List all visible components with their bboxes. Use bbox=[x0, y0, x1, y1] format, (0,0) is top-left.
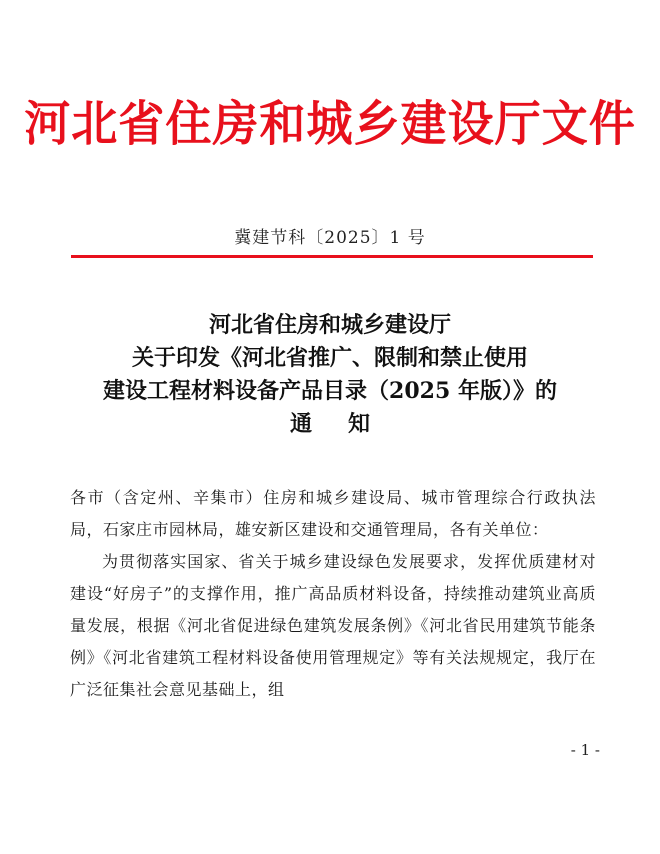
page-number: - 1 - bbox=[570, 741, 600, 759]
document-number: 冀建节科〔2025〕1 号 bbox=[234, 228, 426, 248]
red-divider-line bbox=[71, 255, 593, 258]
body-paragraph-1: 为贯彻落实国家、省关于城乡建设绿色发展要求，发挥优质建材对建设“好房子”的支撑作用，推广高品质材料设备，持续推动建筑业高质量发展，根据《河北省促进绿色建筑发展条例》《河北省民用建筑节能条例》《河北省建筑工程材料设备使用管理规定》等有关法规规定，我厅在广泛征集社会意见基础上，组 bbox=[70, 552, 596, 699]
title-line-3: 建设工程材料设备产品目录（2025 年版）》的 bbox=[103, 378, 557, 404]
document-title bbox=[40, 309, 620, 441]
title-line-2: 关于印发《河北省推广、限制和禁止使用 bbox=[131, 345, 528, 371]
title-line-1: 河北省住房和城乡建设厅 bbox=[208, 312, 451, 338]
document-body bbox=[70, 482, 596, 706]
issuer-masthead: 河北省住房和城乡建设厅文件 bbox=[24, 96, 636, 152]
addressee-paragraph: 各市（含定州、辛集市）住房和城乡建设局、城市管理综合行政执法局，石家庄市园林局，雄安新区建设和交通管理局，各有关单位： bbox=[70, 488, 596, 539]
title-line-4: 通知 bbox=[289, 411, 406, 437]
